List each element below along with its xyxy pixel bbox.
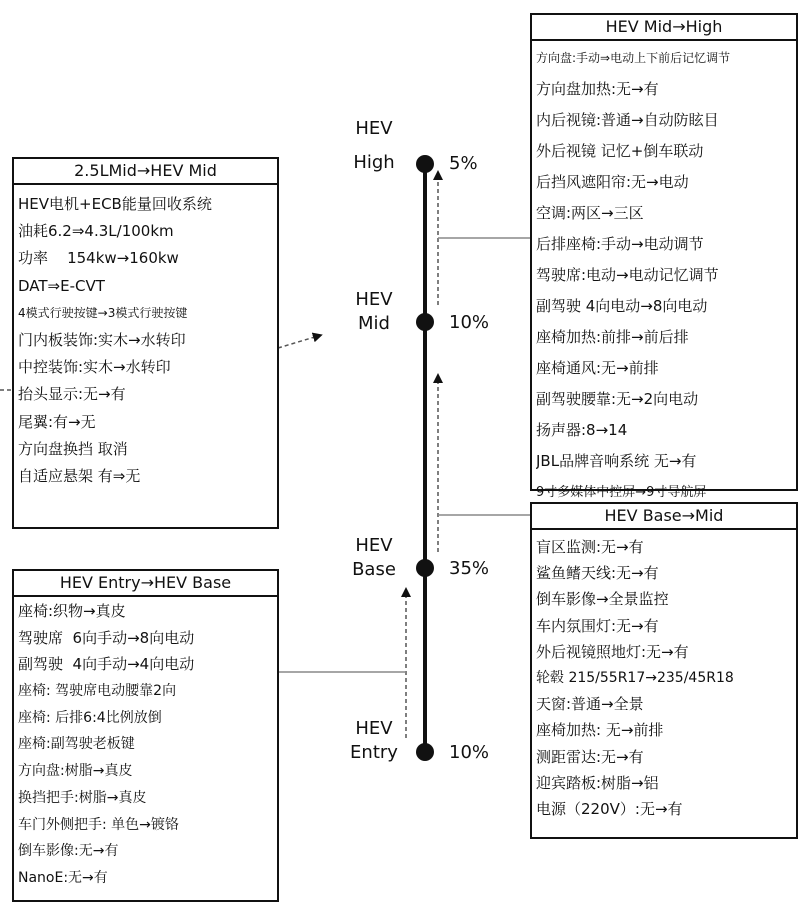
level-dot-high <box>416 155 434 173</box>
level-dot-mid <box>416 313 434 331</box>
list-item: 倒车影像→全景监控 <box>536 590 669 609</box>
level-label-entry-line1: HEV <box>355 718 393 739</box>
list-item: 测距雷达:无→有 <box>536 747 644 766</box>
list-item: 天窗:普通→全景 <box>536 695 644 714</box>
list-item: 座椅通风:无→前排 <box>536 359 659 377</box>
list-item: 座椅加热:前排→前后排 <box>536 328 689 346</box>
box-title: HEV Entry→HEV Base <box>14 571 277 597</box>
list-item: DAT⇒E-CVT <box>18 276 105 295</box>
level-label-base <box>344 534 404 582</box>
list-item: 后挡风遮阳帘:无→电动 <box>536 173 689 191</box>
box-entry-to-base <box>12 569 279 902</box>
list-item: 鲨鱼鳍天线:无→有 <box>536 564 659 583</box>
level-pct-entry: 10% <box>449 742 490 763</box>
list-item: 倒车影像:无→有 <box>18 843 119 860</box>
level-label-base-line1: HEV <box>355 535 393 556</box>
list-item: 方向盘:手动⇒电动上下前后记忆调节 <box>536 51 731 65</box>
list-item: 电源（220V）:无→有 <box>536 799 683 818</box>
list-item: 车内氛围灯:无→有 <box>536 616 659 635</box>
level-label-entry <box>344 717 404 765</box>
box-title: HEV Mid→High <box>532 15 796 41</box>
level-label-mid-line2: Mid <box>358 313 390 334</box>
list-item: NanoE:无→有 <box>18 869 108 886</box>
level-label-high <box>344 117 404 175</box>
list-item: 门内板装饰:实木→水转印 <box>18 330 186 349</box>
box-item-list <box>14 185 277 490</box>
list-item: 外后视镜 记忆+倒车联动 <box>536 142 704 160</box>
list-item: 扬声器:8→14 <box>536 421 628 439</box>
list-item: HEV电机+ECB能量回收系统 <box>18 195 212 213</box>
list-item: 车门外侧把手: 单色→镀铬 <box>18 816 179 833</box>
list-item: 轮毂 215/55R17→235/45R18 <box>536 669 734 686</box>
list-item: 座椅: 后排6:4比例放倒 <box>18 709 162 726</box>
list-item: 方向盘换挡 取消 <box>18 439 128 458</box>
box-base-to-mid <box>530 502 798 839</box>
list-item: 换挡把手:树脂→真皮 <box>18 789 147 806</box>
list-item: 9寸多媒体中控屏→9寸导航屏 <box>536 485 707 500</box>
level-label-high-line1: HEV <box>355 118 393 139</box>
box-title: 2.5LMid→HEV Mid <box>14 159 277 185</box>
list-item: 盲区监测:无→有 <box>536 538 644 556</box>
list-item: 自适应悬架 有⇒无 <box>18 466 141 485</box>
list-item: 后排座椅:手动→电动调节 <box>536 235 704 253</box>
list-item: 外后视镜照地灯:无→有 <box>536 642 689 661</box>
level-pct-mid: 10% <box>449 312 490 333</box>
list-item: 抬头显示:无→有 <box>18 385 126 404</box>
leader-to-hev-mid <box>278 336 318 348</box>
list-item: JBL品牌音响系统 无→有 <box>536 452 697 470</box>
level-label-high-line2: High <box>353 152 395 173</box>
list-item: 内后视镜:普通→自动防眩目 <box>536 111 719 129</box>
level-pct-high: 5% <box>449 153 478 174</box>
box-to-hev-mid <box>12 157 279 529</box>
list-item: 座椅:副驾驶老板键 <box>18 736 135 753</box>
list-item: 4模式行驶按键→3模式行驶按键 <box>18 305 188 320</box>
list-item: 副驾驶 4向电动→8向电动 <box>536 297 708 315</box>
box-item-list <box>532 41 796 539</box>
list-item: 油耗6.2⇒4.3L/100km <box>18 222 174 241</box>
level-label-mid <box>344 288 404 336</box>
list-item: 中控装饰:实木→水转印 <box>18 358 171 377</box>
box-title: HEV Base→Mid <box>532 504 796 530</box>
list-item: 座椅:织物→真皮 <box>18 602 126 620</box>
level-label-base-line2: Base <box>352 559 396 580</box>
list-item: 功率 154kw→160kw <box>18 249 179 268</box>
list-item: 副驾驶腰靠:无→2向电动 <box>536 390 699 408</box>
list-item: 驾驶席 6向手动→8向电动 <box>18 628 195 647</box>
list-item: 座椅加热: 无→前排 <box>536 721 664 740</box>
list-item: 方向盘加热:无→有 <box>536 80 659 98</box>
list-item: 驾驶席:电动→电动记忆调节 <box>536 266 719 284</box>
level-dot-entry <box>416 743 434 761</box>
box-item-list <box>532 530 796 822</box>
list-item: 副驾驶 4向手动→4向电动 <box>18 655 195 674</box>
level-label-mid-line1: HEV <box>355 289 393 310</box>
level-label-entry-line2: Entry <box>350 742 398 763</box>
list-item: 方向盘:树脂→真皮 <box>18 763 133 780</box>
list-item: 迎宾踏板:树脂→铝 <box>536 773 659 792</box>
box-item-list <box>14 597 277 892</box>
level-pct-base: 35% <box>449 558 490 579</box>
box-mid-to-high <box>530 13 798 500</box>
list-item: 尾翼:有→无 <box>18 412 96 431</box>
level-dot-base <box>416 559 434 577</box>
list-item: 座椅: 驾驶席电动腰靠2向 <box>18 683 177 700</box>
list-item: 空调:两区→三区 <box>536 204 644 222</box>
